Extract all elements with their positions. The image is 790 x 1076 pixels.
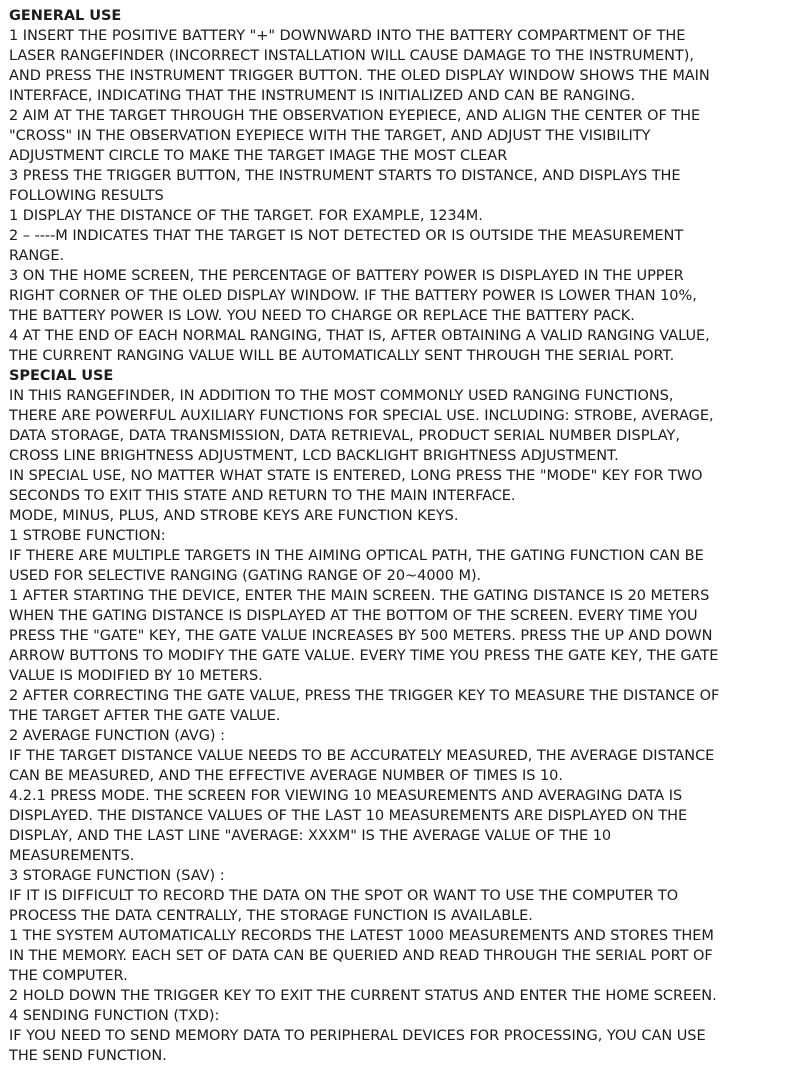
text-line: 1 THE SYSTEM AUTOMATICALLY RECORDS THE LATEST 1000 MEASUREMENTS AND STORES THEM <box>9 927 714 944</box>
text-line: DISPLAY, AND THE LAST LINE "AVERAGE: XXXM" IS THE AVERAGE VALUE OF THE 10 <box>9 827 612 844</box>
text-line: ADJUSTMENT CIRCLE TO MAKE THE TARGET IMAGE THE MOST CLEAR <box>9 147 508 164</box>
text-line: IN THIS RANGEFINDER, IN ADDITION TO THE MOST COMMONLY USED RANGING FUNCTIONS, <box>9 387 674 404</box>
text-line: 2 AFTER CORRECTING THE GATE VALUE, PRESS THE TRIGGER KEY TO MEASURE THE DISTANCE OF <box>9 687 720 704</box>
text-line: 4.2.1 PRESS MODE. THE SCREEN FOR VIEWING 10 MEASUREMENTS AND AVERAGING DATA IS <box>9 787 683 804</box>
text-line: VALUE IS MODIFIED BY 10 METERS. <box>9 667 263 684</box>
text-line: 4 AT THE END OF EACH NORMAL RANGING, THAT IS, AFTER OBTAINING A VALID RANGING VALUE, <box>9 327 710 344</box>
text-line: IN SPECIAL USE, NO MATTER WHAT STATE IS ENTERED, LONG PRESS THE "MODE" KEY FOR TWO <box>9 467 703 484</box>
text-line: IF IT IS DIFFICULT TO RECORD THE DATA ON THE SPOT OR WANT TO USE THE COMPUTER TO <box>9 887 679 904</box>
text-line: IF THE TARGET DISTANCE VALUE NEEDS TO BE ACCURATELY MEASURED, THE AVERAGE DISTANCE <box>9 747 715 764</box>
text-line: RANGE. <box>9 247 65 264</box>
section-heading-special-use: SPECIAL USE <box>9 367 114 384</box>
text-line: THE BATTERY POWER IS LOW. YOU NEED TO CHARGE OR REPLACE THE BATTERY PACK. <box>9 307 635 324</box>
text-line: ARROW BUTTONS TO MODIFY THE GATE VALUE. EVERY TIME YOU PRESS THE GATE KEY, THE GATE <box>9 647 719 664</box>
text-line: THE SEND FUNCTION. <box>9 1047 167 1064</box>
section-heading-general-use: GENERAL USE <box>9 7 122 24</box>
text-line: IN THE MEMORY. EACH SET OF DATA CAN BE QUERIED AND READ THROUGH THE SERIAL PORT OF <box>9 947 713 964</box>
text-line: SECONDS TO EXIT THIS STATE AND RETURN TO THE MAIN INTERFACE. <box>9 487 516 504</box>
special-use-body <box>9 386 790 1066</box>
text-line: 2 HOLD DOWN THE TRIGGER KEY TO EXIT THE CURRENT STATUS AND ENTER THE HOME SCREEN. <box>9 987 717 1004</box>
text-line: CAN BE MEASURED, AND THE EFFECTIVE AVERAGE NUMBER OF TIMES IS 10. <box>9 767 563 784</box>
text-line: 3 STORAGE FUNCTION (SAV) : <box>9 867 225 884</box>
text-line: IF YOU NEED TO SEND MEMORY DATA TO PERIPHERAL DEVICES FOR PROCESSING, YOU CAN USE <box>9 1027 706 1044</box>
text-line: RIGHT CORNER OF THE OLED DISPLAY WINDOW. IF THE BATTERY POWER IS LOWER THAN 10%, <box>9 287 697 304</box>
text-line: MODE, MINUS, PLUS, AND STROBE KEYS ARE FUNCTION KEYS. <box>9 507 459 524</box>
text-line: MEASUREMENTS. <box>9 847 135 864</box>
text-line: 1 AFTER STARTING THE DEVICE, ENTER THE MAIN SCREEN. THE GATING DISTANCE IS 20 METERS <box>9 587 710 604</box>
text-line: DISPLAYED. THE DISTANCE VALUES OF THE LAST 10 MEASUREMENTS ARE DISPLAYED ON THE <box>9 807 688 824</box>
text-line: FOLLOWING RESULTS <box>9 187 164 204</box>
text-line: WHEN THE GATING DISTANCE IS DISPLAYED AT THE BOTTOM OF THE SCREEN. EVERY TIME YOU <box>9 607 698 624</box>
general-use-body <box>9 26 790 366</box>
text-line: 1 DISPLAY THE DISTANCE OF THE TARGET. FOR EXAMPLE, 1234M. <box>9 207 483 224</box>
text-line: 1 INSERT THE POSITIVE BATTERY "+" DOWNWARD INTO THE BATTERY COMPARTMENT OF THE <box>9 27 686 44</box>
text-line: THERE ARE POWERFUL AUXILIARY FUNCTIONS FOR SPECIAL USE. INCLUDING: STROBE, AVERAGE, <box>9 407 714 424</box>
text-line: INTERFACE, INDICATING THAT THE INSTRUMENT IS INITIALIZED AND CAN BE RANGING. <box>9 87 636 104</box>
text-line: 1 STROBE FUNCTION: <box>9 527 166 544</box>
text-line: 4 SENDING FUNCTION (TXD): <box>9 1007 220 1024</box>
text-line: USED FOR SELECTIVE RANGING (GATING RANGE OF 20~4000 M). <box>9 567 482 584</box>
text-line: 3 PRESS THE TRIGGER BUTTON, THE INSTRUMENT STARTS TO DISTANCE, AND DISPLAYS THE <box>9 167 681 184</box>
text-line: IF THERE ARE MULTIPLE TARGETS IN THE AIMING OPTICAL PATH, THE GATING FUNCTION CAN BE <box>9 547 704 564</box>
text-line: AND PRESS THE INSTRUMENT TRIGGER BUTTON. THE OLED DISPLAY WINDOW SHOWS THE MAIN <box>9 67 710 84</box>
text-line: THE TARGET AFTER THE GATE VALUE. <box>9 707 281 724</box>
text-line: THE CURRENT RANGING VALUE WILL BE AUTOMATICALLY SENT THROUGH THE SERIAL PORT. <box>9 347 675 364</box>
text-line: PRESS THE "GATE" KEY, THE GATE VALUE INCREASES BY 500 METERS. PRESS THE UP AND DOWN <box>9 627 713 644</box>
text-line: PROCESS THE DATA CENTRALLY, THE STORAGE FUNCTION IS AVAILABLE. <box>9 907 533 924</box>
text-line: LASER RANGEFINDER (INCORRECT INSTALLATION WILL CAUSE DAMAGE TO THE INSTRUMENT), <box>9 47 694 64</box>
text-line: 2 AIM AT THE TARGET THROUGH THE OBSERVATION EYEPIECE, AND ALIGN THE CENTER OF THE <box>9 107 701 124</box>
text-line: THE COMPUTER. <box>9 967 128 984</box>
text-line: 2 AVERAGE FUNCTION (AVG) : <box>9 727 225 744</box>
text-line: DATA STORAGE, DATA TRANSMISSION, DATA RETRIEVAL, PRODUCT SERIAL NUMBER DISPLAY, <box>9 427 680 444</box>
text-line: 2 – ----M INDICATES THAT THE TARGET IS NOT DETECTED OR IS OUTSIDE THE MEASUREMENT <box>9 227 684 244</box>
text-line: "CROSS" IN THE OBSERVATION EYEPIECE WITH THE TARGET, AND ADJUST THE VISIBILITY <box>9 127 651 144</box>
text-line: 3 ON THE HOME SCREEN, THE PERCENTAGE OF BATTERY POWER IS DISPLAYED IN THE UPPER <box>9 267 684 284</box>
text-line: CROSS LINE BRIGHTNESS ADJUSTMENT, LCD BACKLIGHT BRIGHTNESS ADJUSTMENT. <box>9 447 619 464</box>
